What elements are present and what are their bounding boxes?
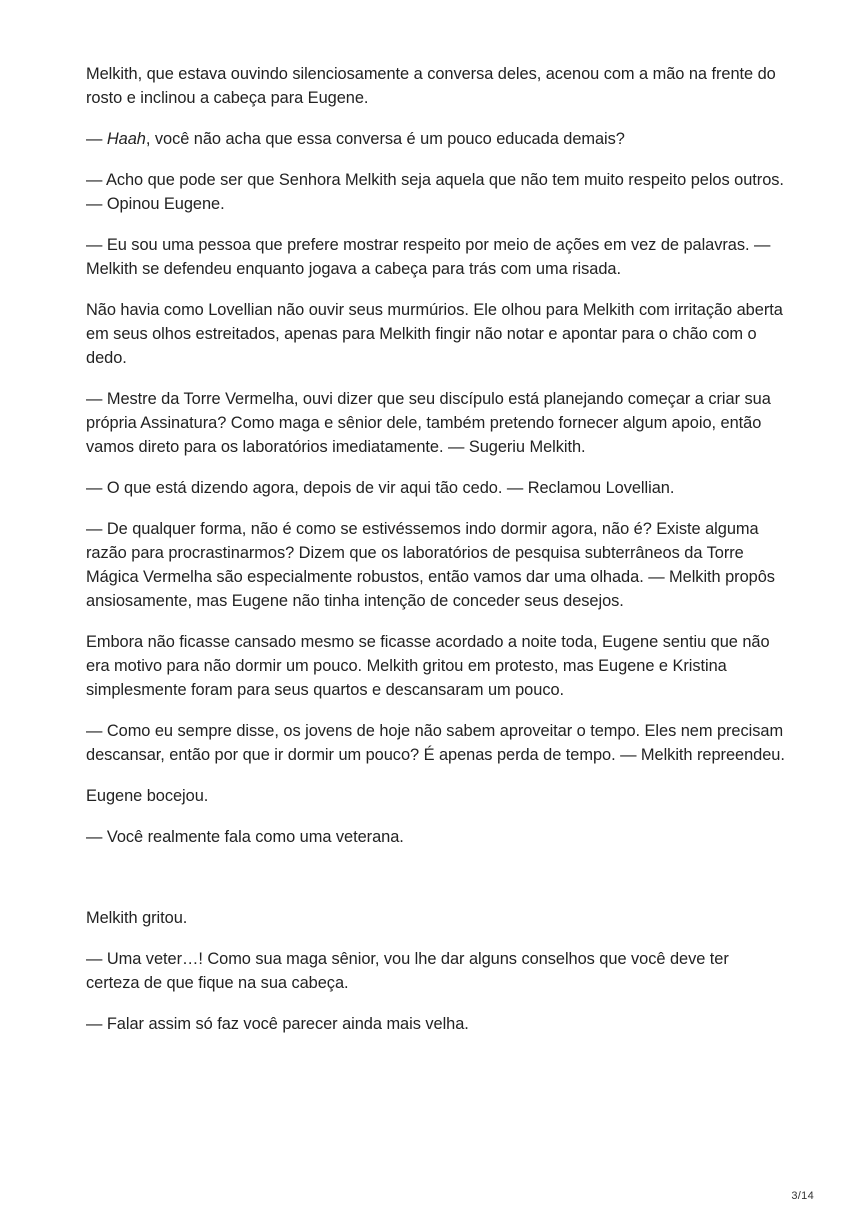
paragraph: — De qualquer forma, não é como se estivéssemos indo dormir agora, não é? Existe alguma razão para procrastinarmos? Dizem que os laboratórios de pesquisa subterrâneos da Torre Mágica Vermelha são especialmente robustos, então vamos dar uma olhada. — Melkith propôs ansiosamente, mas Eugene não tinha intenção de conceder seus desejos. [86, 520, 775, 610]
paragraph: Não havia como Lovellian não ouvir seus murmúrios. Ele olhou para Melkith com irritação aberta em seus olhos estreitados, apenas para Melkith fingir não notar e apontar para o chão com o dedo. [86, 301, 783, 367]
paragraph: Melkith gritou. [86, 909, 188, 927]
paragraph: Eugene bocejou. [86, 787, 209, 805]
paragraph [86, 127, 786, 151]
paragraph-text: , você não acha que essa conversa é um pouco educada demais? [145, 130, 625, 148]
dialogue-dash: — [86, 130, 107, 148]
paragraph: — Acho que pode ser que Senhora Melkith seja aquela que não tem muito respeito pelos outros. — Opinou Eugene. [86, 171, 784, 213]
emphasized-word: Haah [106, 130, 146, 148]
paragraph: — Mestre da Torre Vermelha, ouvi dizer que seu discípulo está planejando começar a criar sua própria Assinatura? Como maga e sênior dele, também pretendo fornecer algum apoio, então vamos direto para os laboratórios imediatamente. — Sugeriu Melkith. [86, 390, 771, 456]
paragraph: — O que está dizendo agora, depois de vir aqui tão cedo. — Reclamou Lovellian. [86, 479, 675, 497]
paragraph: — Você realmente fala como uma veterana. [86, 828, 404, 846]
paragraph: — Uma veter…! Como sua maga sênior, vou lhe dar alguns conselhos que você deve ter certeza de que fique na sua cabeça. [86, 950, 729, 992]
paragraph: Embora não ficasse cansado mesmo se ficasse acordado a noite toda, Eugene sentiu que não era motivo para não dormir um pouco. Melkith gritou em protesto, mas Eugene e Kristina simplesmente foram para seus quartos e descansaram um pouco. [86, 633, 770, 699]
document-body [86, 62, 786, 1053]
paragraph: — Falar assim só faz você parecer ainda mais velha. [86, 1015, 469, 1033]
paragraph: Melkith, que estava ouvindo silenciosamente a conversa deles, acenou com a mão na frente do rosto e inclinou a cabeça para Eugene. [86, 65, 776, 107]
paragraph: — Como eu sempre disse, os jovens de hoje não sabem aproveitar o tempo. Eles nem precisam descansar, então por que ir dormir um pouco? É apenas perda de tempo. — Melkith repreendeu. [86, 722, 785, 764]
paragraph: — Eu sou uma pessoa que prefere mostrar respeito por meio de ações em vez de palavras. — Melkith se defendeu enquanto jogava a cabeça para trás com uma risada. [86, 236, 771, 278]
page-number: 3/14 [791, 1190, 814, 1202]
